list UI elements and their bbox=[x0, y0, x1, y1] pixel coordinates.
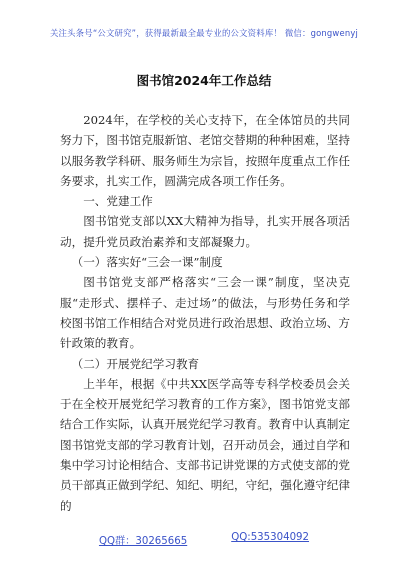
promo-banner: 关注头条号“公文研究”，获得最新最全最专业的公文资料库！ 微信：gongwenyj bbox=[49, 28, 359, 38]
footer-contacts bbox=[0, 532, 408, 547]
document-body bbox=[60, 110, 350, 516]
section-1-paragraph: 图书馆党支部以XX大精神为指导，扎实开展各项活动，提升党员政治素养和支部凝聚力。 bbox=[60, 214, 350, 249]
subsection-1-heading: （一）落实好“三会一课”制度 bbox=[71, 255, 223, 270]
subsection-2-heading: （二）开展党纪学习教育 bbox=[71, 356, 200, 371]
subsection-2-paragraph: 上半年，根据《中共XX医学高等专科学校委员会关于在全校开展党纪学习教育的工作方案》，图书馆党支部结合工作实际，认真开展党纪学习教育。教育中认真制定图书馆党支部的学习教育计划，召开动员会，通过自学和集中学习讨论相结合、支部书记讲党课的方式使支部的党员干部真正做到学纪、知纪、明纪，守纪，强化遵守纪律的 bbox=[60, 376, 350, 513]
subsection-1-paragraph: 图书馆党支部严格落实“三会一课”制度，坚决克服“走形式、摆样子、走过场”的做法，与形势任务和学校图书馆工作相结合对党员进行政治思想、政治立场、方针政策的教育。 bbox=[60, 275, 350, 351]
intro-paragraph: 2024年，在学校的关心支持下，在全体馆员的共同努力下，图书馆克服新馆、老馆交替期的种种困难，坚持以服务教学科研、服务师生为宗旨，按照年度重点工作任务要求，扎实工作，圆满完成各项工作任务。 bbox=[60, 113, 350, 188]
qq-group-link[interactable]: QQ群：30265665 bbox=[98, 536, 188, 547]
qq-contact-link[interactable]: QQ:535304092 bbox=[231, 532, 310, 543]
section-1-heading: 一、党建工作 bbox=[83, 194, 153, 209]
document-title: 图书馆2024年工作总结 bbox=[136, 73, 272, 88]
